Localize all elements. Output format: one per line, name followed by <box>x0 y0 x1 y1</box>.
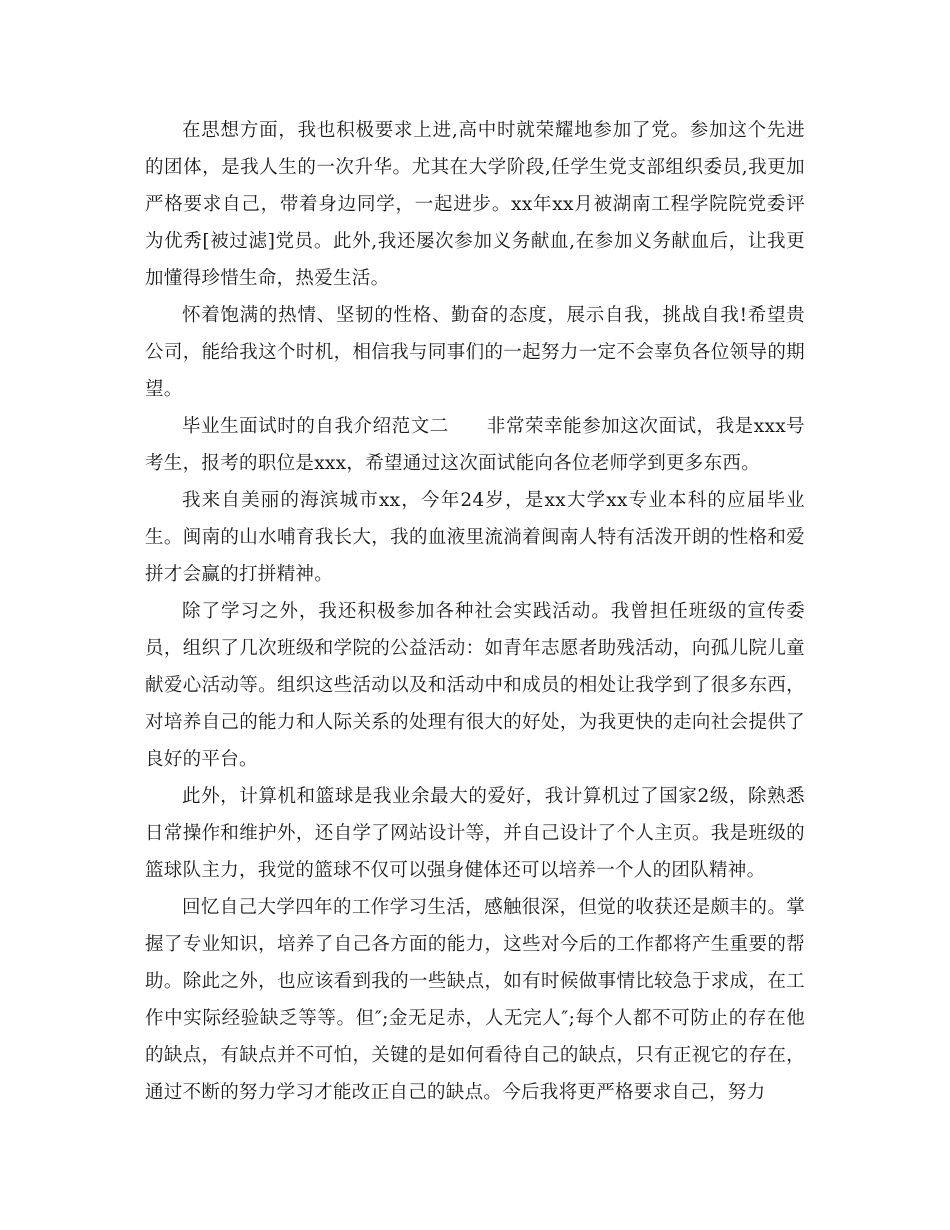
paragraph-closing-wish: 怀着饱满的热情、坚韧的性格、勤奋的态度，展示自我，挑战自我!希望贵公司，能给我这个时机，相信我与同事们的一起努力一定不会辜负各位领导的期望。 <box>145 305 805 400</box>
paragraph-hobbies: 此外，计算机和篮球是我业余最大的爱好，我计算机过了国家2级，除熟悉日常操作和维护外，还自学了网站设计等，并自己设计了个人主页。我是班级的篮球队主力，我觉的篮球不仅可以强身健体还可以培养一个人的团队精神。 <box>145 786 805 881</box>
paragraph-social-activities: 除了学习之外，我还积极参加各种社会实践活动。我曾担任班级的宣传委员，组织了几次班级和学院的公益活动：如青年志愿者助残活动，向孤儿院儿童献爱心活动等。组织这些活动以及和活动中和成员的相处让我学到了很多东西，对培养自己的能力和人际关系的处理有很大的好处，为我更快的走向社会提供了良好的平台。 <box>145 601 805 770</box>
paragraph-sample-two-intro: 毕业生面试时的自我介绍范文二 非常荣幸能参加这次面试，我是xxx号考生，报考的职位是xxx，希望通过这次面试能向各位老师学到更多东西。 <box>145 416 805 474</box>
paragraph-reflection: 回忆自己大学四年的工作学习生活，感触很深，但觉的收获还是颇丰的。掌握了专业知识，培养了自己各方面的能力，这些对今后的工作都将产生重要的帮助。除此之外，也应该看到我的一些缺点，如有时候做事情比较急于求成，在工作中实际经验缺乏等等。但″;金无足赤，人无完人″;每个人都不可防止的存在他的缺点，有缺点并不可怕，关键的是如何看待自己的缺点，只有正视它的存在，通过不断的努力学习才能改正自己的缺点。今后我将更严格要求自己，努力 <box>145 897 805 1103</box>
paragraph-political-thought: 在思想方面，我也积极要求上进,高中时就荣耀地参加了党。参加这个先进的团体，是我人生的一次升华。尤其在大学阶段,任学生党支部组织委员,我更加严格要求自己，带着身边同学，一起进步。xx年xx月被湖南工程学院院党委评为优秀[被过滤]党员。此外,我还屡次参加义务献血,在参加义务献血后，让我更加懂得珍惜生命，热爱生活。 <box>145 120 805 289</box>
paragraph-hometown: 我来自美丽的海滨城市xx，今年24岁，是xx大学xx专业本科的应届毕业生。闽南的山水哺育我长大，我的血液里流淌着闽南人特有活泼开朗的性格和爱拼才会赢的打拼精神。 <box>145 490 805 585</box>
document-body <box>145 112 805 1111</box>
